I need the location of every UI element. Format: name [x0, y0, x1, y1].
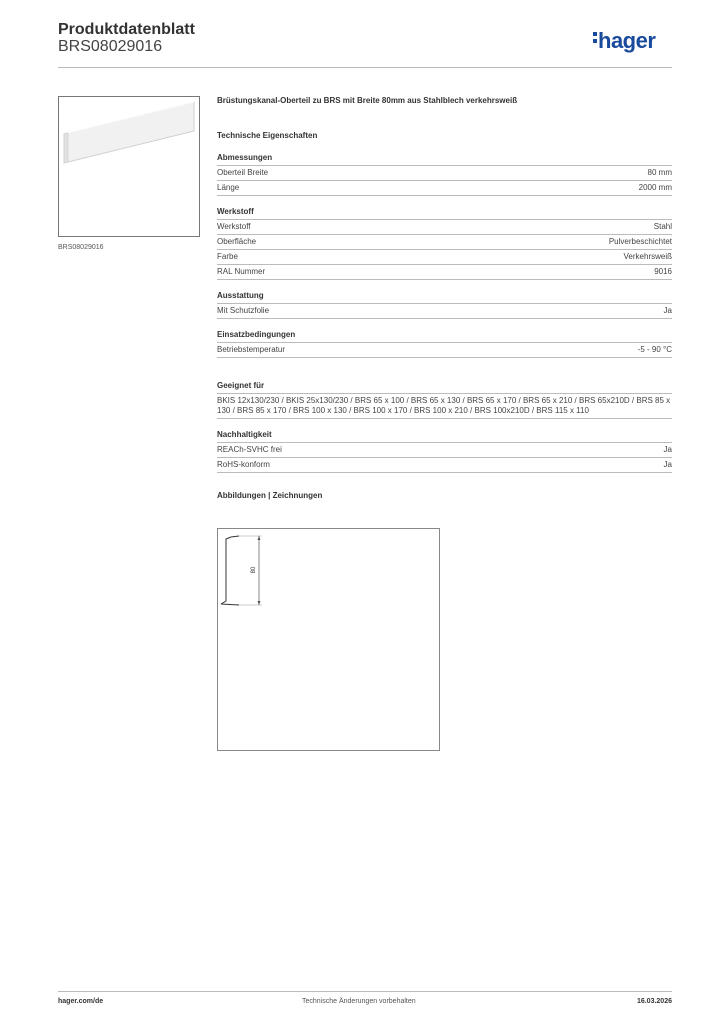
- technical-drawing: [217, 528, 440, 751]
- logo-colon-icon: [593, 29, 598, 46]
- spec-row: Länge 2000 mm: [217, 180, 672, 196]
- tech-heading: Technische Eigenschaften: [217, 131, 318, 140]
- drawings-title: Abbildungen | Zeichnungen: [217, 491, 323, 500]
- hager-logo[interactable]: hager: [593, 28, 655, 54]
- header-divider: [58, 67, 672, 68]
- spec-row: Werkstoff Stahl: [217, 219, 672, 234]
- spec-row: Farbe Verkehrsweiß: [217, 249, 672, 264]
- spec-row: RAL Nummer 9016: [217, 264, 672, 280]
- section-title-werkstoff: Werkstoff: [217, 207, 254, 216]
- section-abmessungen: [217, 165, 672, 196]
- product-panel-icon: [59, 97, 199, 236]
- spec-row: RoHS-konform Ja: [217, 457, 672, 473]
- article-number: BRS08029016: [58, 38, 163, 55]
- dimension-label: 80: [251, 566, 257, 574]
- spec-row: Oberteil Breite 80 mm: [217, 165, 672, 180]
- section-nachhaltigkeit: [217, 442, 672, 473]
- section-title-ausstattung: Ausstattung: [217, 291, 264, 300]
- page-title: Produktdatenblatt: [58, 21, 195, 38]
- spec-row: Oberfläche Pulverbeschichtet: [217, 234, 672, 249]
- spec-row: Betriebstemperatur -5 - 90 °C: [217, 342, 672, 358]
- section-title-nachhaltigkeit: Nachhaltigkeit: [217, 430, 272, 439]
- section-title-abmessungen: Abmessungen: [217, 153, 273, 162]
- footer-date: 16.03.2026: [636, 998, 672, 1005]
- profile-drawing-icon: [218, 529, 439, 750]
- product-specifications: [217, 96, 672, 503]
- product-image: [58, 96, 200, 237]
- footer-notice: Technische Änderungen vorbehalten: [302, 998, 416, 1005]
- product-description: Brüstungskanal-Oberteil zu BRS mit Breite 80mm aus Stahlblech verkehrsweiß: [217, 96, 518, 105]
- footer-website-link[interactable]: hager.com/de: [58, 998, 104, 1005]
- spec-row: Mit Schutzfolie Ja: [217, 303, 672, 319]
- section-ausstattung: [217, 303, 672, 319]
- section-title-einsatz: Einsatzbedingungen: [217, 330, 296, 339]
- section-werkstoff: [217, 219, 672, 280]
- compatible-products: BKIS 12x130/230 / BKIS 25x130/230 / BRS 65 x 100 / BRS 65 x 130 / BRS 65 x 170 / BRS 65 x 210 / BRS 65x210D / BRS 85 x 130 / BRS 85 x 170 / BRS 100 x 130 / BRS 100 x 170 / BRS 100 x 210 / BRS 100x210D / BRS 115 x 110: [217, 393, 672, 419]
- product-image-caption: BRS08029016: [58, 244, 104, 251]
- footer-divider: [58, 991, 672, 992]
- section-einsatz: [217, 342, 672, 358]
- spec-row: REACh-SVHC frei Ja: [217, 442, 672, 457]
- section-title-geeignet: Geeignet für: [217, 381, 265, 390]
